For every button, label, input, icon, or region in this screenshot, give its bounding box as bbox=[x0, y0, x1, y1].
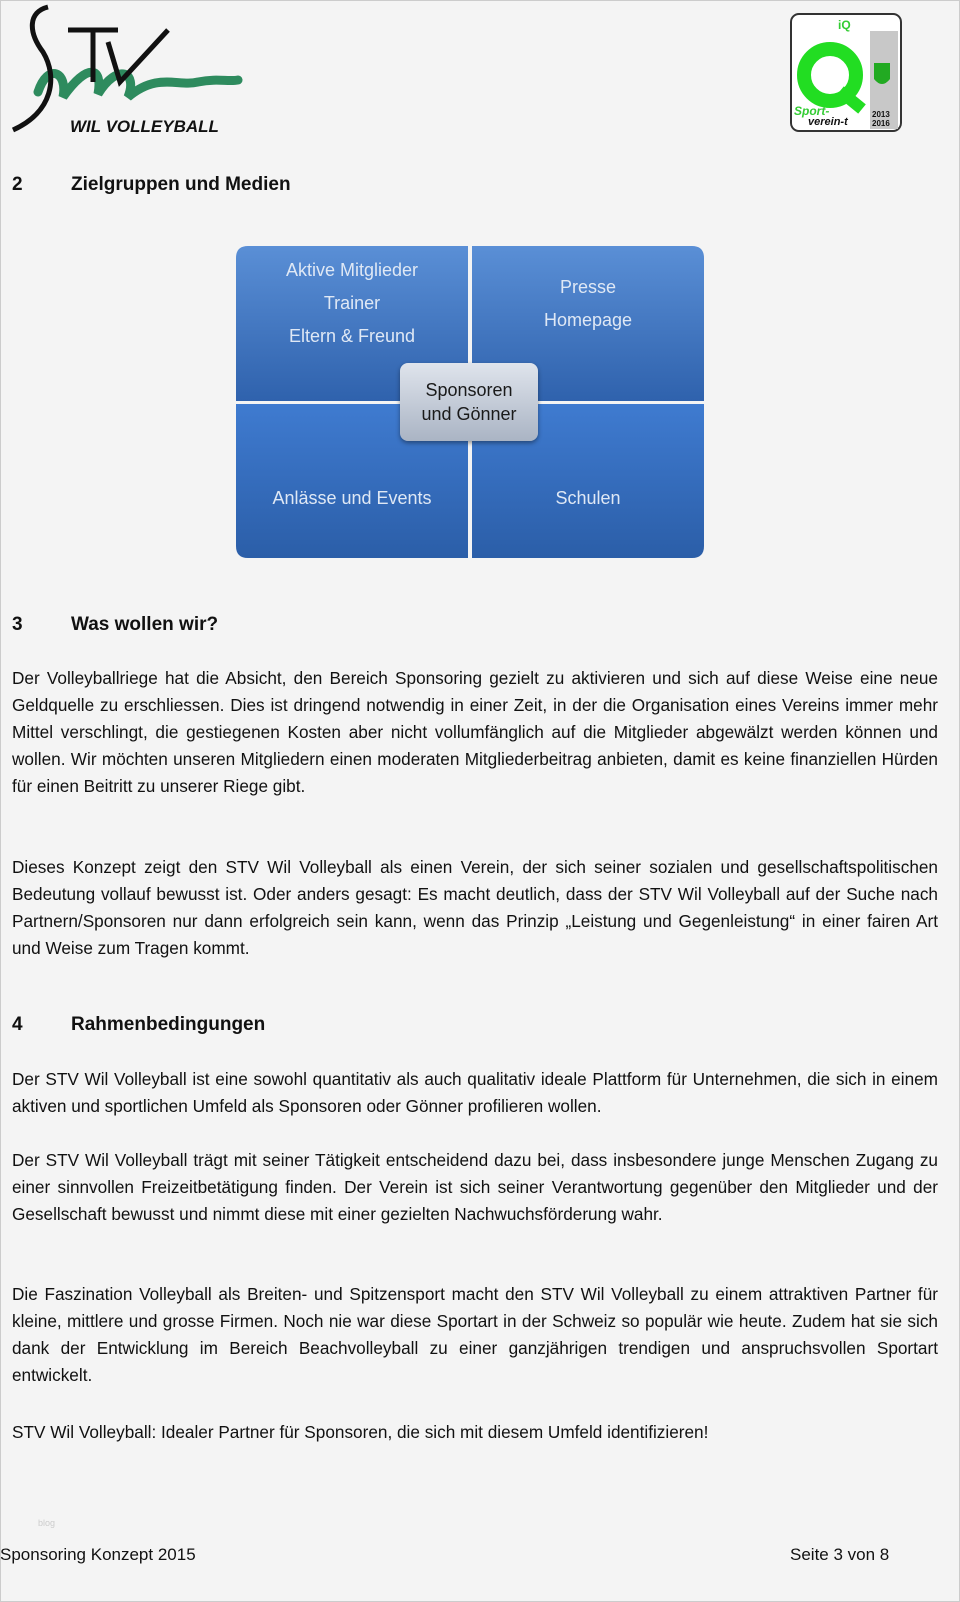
svg-text:iQ: iQ bbox=[838, 18, 851, 32]
section-title: Rahmenbedingungen bbox=[71, 1014, 266, 1035]
label: und Gönner bbox=[421, 404, 517, 424]
watermark: blog bbox=[38, 1518, 56, 1528]
section-number: 4 bbox=[12, 1014, 23, 1035]
label: Aktive Mitglieder bbox=[285, 260, 419, 280]
svg-text:WIL VOLLEYBALL: WIL VOLLEYBALL bbox=[70, 117, 219, 136]
paragraph: Die Faszination Volleyball als Breiten- und Spitzensport macht den STV Wil Volleyball zu einem attraktiven Partner für kleine, mittlere und grosse Firmen. Noch nie war diese Sportart in der Schweiz so populär wie heute. Zudem hat sie sich dank der Entwicklung im Bereich Beachvolleyball zu einer ganzjährigen trendigen und anspruchsvollen Sportart entwickelt. bbox=[12, 1284, 938, 1385]
label: Presse bbox=[559, 277, 617, 297]
section-heading-2 bbox=[12, 174, 291, 196]
paragraph: Der STV Wil Volleyball trägt mit seiner Tätigkeit entscheidend dazu bei, dass insbesondere junge Menschen Zugang zu einer sinnvollen Freizeitbetätigung finden. Der Verein ist sich seiner Verantwortung gegenüber den Mitglieder und der Gesellschaft bewusst und nimmt diese mit einer gezielten Nachwuchsförderung wahr. bbox=[12, 1150, 938, 1224]
target-groups-diagram bbox=[236, 246, 704, 558]
section-number: 2 bbox=[12, 174, 23, 195]
paragraph: Der Volleyballriege hat die Absicht, den Bereich Sponsoring gezielt zu aktivieren und sich auf diese Weise eine neue Geldquelle zu erschliessen. Dies ist dringend notwendig in einer Zeit, in der die Organisation eines Vereins immer mehr Mittel verschlingt, die gestiegenen Kosten aber nicht vollumfänglich auf die Mitglieder abgewälzt werden können und wollen. Wir möchten unseren Mitgliedern einen moderaten Mitgliederbeitrag anbieten, damit es keine finanziellen Hürden für einen Beitritt zu unserer Riege gibt. bbox=[12, 668, 938, 796]
footer-title: Sponsoring Konzept 2015 bbox=[0, 1545, 196, 1564]
section-heading-4 bbox=[12, 1014, 265, 1036]
quadrant-bottom-right-text: Schulen bbox=[555, 488, 621, 508]
paragraph: Dieses Konzept zeigt den STV Wil Volleyball als einen Verein, der sich seiner sozialen und gesellschaftspolitischen Bedeutung vollauf bewusst ist. Oder anders gesagt: Es macht deutlich, dass der STV Wil Volleyball auf der Suche nach Partnern/Sponsoren nur dann erfolgreich sein kann, wenn das Prinzip „Leistung und Gegenleistung“ in einer fairen Art und Weise zum Tragen kommt. bbox=[12, 857, 938, 958]
stv-wil-volleyball-logo bbox=[8, 2, 288, 137]
sportverein-quality-badge bbox=[790, 13, 902, 132]
paragraph: Der STV Wil Volleyball ist eine sowohl quantitativ als auch qualitativ ideale Plattform für Unternehmen, die sich in einem aktiven und sportlichen Umfeld als Sponsoren oder Gönner profilieren wollen. bbox=[12, 1069, 938, 1116]
section-title: Was wollen wir? bbox=[71, 614, 219, 635]
quadrant-top-right-text bbox=[472, 271, 704, 337]
label: Eltern & Freund bbox=[288, 326, 416, 346]
svg-text:verein-t: verein-t bbox=[808, 116, 848, 128]
quadrant-top-left-text bbox=[236, 254, 468, 353]
svg-text:2016: 2016 bbox=[872, 119, 890, 128]
label: Homepage bbox=[543, 310, 633, 330]
section-title: Zielgruppen und Medien bbox=[71, 174, 291, 195]
paragraph: STV Wil Volleyball: Idealer Partner für Sponsoren, die sich mit diesem Umfeld identifizieren! bbox=[12, 1422, 709, 1442]
section-heading-3 bbox=[12, 614, 218, 636]
page-number: Seite 3 von 8 bbox=[790, 1545, 890, 1564]
svg-text:2013: 2013 bbox=[872, 110, 890, 119]
center-box bbox=[400, 363, 538, 441]
label: Sponsoren bbox=[425, 380, 513, 400]
quadrant-bottom-left-text: Anlässe und Events bbox=[272, 488, 432, 508]
section-number: 3 bbox=[12, 614, 23, 635]
svg-text:Sport-: Sport- bbox=[794, 104, 830, 118]
label: Trainer bbox=[323, 293, 381, 313]
